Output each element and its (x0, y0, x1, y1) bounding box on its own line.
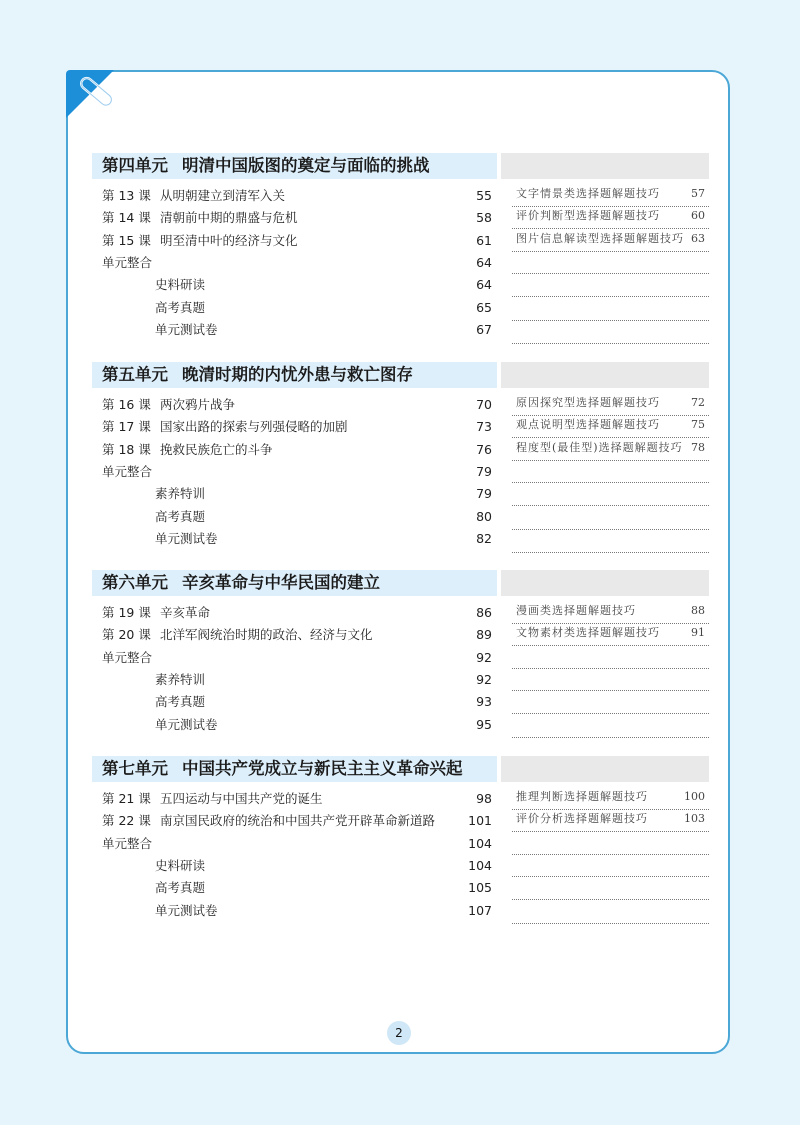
sub-label: 素养特训 (155, 486, 206, 502)
sub-entry[interactable] (92, 506, 492, 528)
page-ref: 95 (476, 716, 492, 732)
sub-label: 高考真题 (155, 508, 206, 524)
tip-title: 图片信息解读型选择题解题技巧 (516, 231, 684, 245)
blank-line (512, 901, 709, 924)
tips-header-bar (501, 153, 709, 179)
unit-name: 中国共产党成立与新民主主义革命兴起 (182, 759, 463, 778)
blank-line (512, 691, 709, 714)
tip-title: 漫画类选择题解题技巧 (516, 604, 636, 617)
page-ref: 63 (691, 231, 705, 245)
lesson-number: 第 17 课 (102, 419, 151, 435)
page-ref: 92 (476, 649, 492, 665)
page-ref: 58 (476, 210, 492, 226)
lesson-title: 挽救民族危亡的斗争 (160, 441, 273, 457)
sub-entry[interactable] (92, 714, 492, 736)
unit-name: 辛亥革命与中华民国的建立 (182, 573, 380, 592)
lesson-title: 清朝前中期的鼎盛与危机 (160, 210, 298, 226)
integration-label: 单元整合 (102, 463, 153, 479)
sub-entry[interactable] (92, 319, 492, 341)
page-ref: 82 (476, 530, 492, 546)
blank-line (512, 715, 709, 738)
page-ref: 72 (691, 396, 705, 409)
lesson-number: 第 21 课 (102, 791, 151, 806)
page-ref: 93 (476, 694, 492, 710)
lesson-entry[interactable] (92, 788, 492, 810)
page-ref: 64 (476, 254, 492, 270)
page-ref: 107 (468, 902, 492, 918)
sub-entry[interactable] (92, 528, 492, 550)
lesson-entry[interactable] (92, 416, 492, 438)
tips-header-bar (501, 756, 709, 782)
sub-label: 史料研读 (155, 857, 206, 873)
integration-label: 单元整合 (102, 649, 153, 665)
page-ref: 92 (476, 671, 492, 687)
sub-label: 高考真题 (155, 299, 206, 315)
unit-name: 晚清时期的内忧外患与救亡图存 (182, 365, 413, 384)
tip-entry[interactable] (512, 206, 709, 229)
page-ref: 70 (476, 397, 492, 412)
unit-header (92, 153, 497, 179)
lesson-number: 第 13 课 (102, 188, 151, 203)
lesson-entry[interactable] (92, 602, 492, 624)
unit-header (92, 362, 497, 388)
unit-title (102, 571, 380, 595)
lesson-number: 第 22 课 (102, 813, 151, 829)
page-ref: 86 (476, 605, 492, 620)
tip-title: 文物素材类选择题解题技巧 (516, 626, 660, 640)
tips-header-bar (501, 362, 709, 388)
lesson-title: 国家出路的探索与列强侵略的加剧 (160, 419, 348, 435)
tip-entry[interactable] (512, 393, 709, 416)
blank-line (512, 877, 709, 900)
lesson-title: 北洋军阀统治时期的政治、经济与文化 (160, 627, 373, 643)
unit-integration-entry[interactable] (92, 252, 492, 274)
lesson-number: 第 20 课 (102, 627, 151, 643)
integration-label: 单元整合 (102, 254, 153, 270)
blank-line (512, 832, 709, 855)
page-ref: 55 (476, 188, 492, 203)
blank-line (512, 321, 709, 344)
tip-entry[interactable] (512, 415, 709, 438)
page-ref: 80 (476, 508, 492, 524)
tip-entry[interactable] (512, 787, 709, 810)
lesson-title: 南京国民政府的统治和中国共产党开辟革命新道路 (160, 813, 436, 829)
sub-label: 高考真题 (155, 694, 206, 710)
sub-entry[interactable] (92, 900, 492, 922)
page-ref: 103 (684, 812, 705, 826)
page-ref: 64 (476, 277, 492, 293)
tip-entry[interactable] (512, 623, 709, 646)
page-ref: 79 (476, 486, 492, 502)
blank-line (512, 854, 709, 877)
sub-label: 史料研读 (155, 277, 206, 293)
blank-line (512, 668, 709, 691)
page-ref: 101 (468, 813, 492, 829)
sub-entry[interactable] (92, 855, 492, 877)
page-ref: 65 (476, 299, 492, 315)
unit-number: 第六单元 (102, 573, 168, 592)
page-ref: 100 (684, 790, 705, 803)
lesson-entry[interactable] (92, 624, 492, 646)
page-ref: 61 (476, 232, 492, 248)
tip-title: 观点说明型选择题解题技巧 (516, 418, 660, 432)
lesson-title: 辛亥革命 (160, 605, 211, 620)
tip-title: 文字情景类选择题解题技巧 (516, 187, 660, 200)
page-ref: 67 (476, 321, 492, 337)
sub-label: 单元测试卷 (155, 321, 218, 337)
lesson-entry[interactable] (92, 230, 492, 252)
sub-label: 单元测试卷 (155, 716, 218, 732)
page-ref: 79 (476, 463, 492, 479)
sub-label: 单元测试卷 (155, 902, 218, 918)
sub-entry[interactable] (92, 483, 492, 505)
page-ref: 57 (691, 187, 705, 200)
tip-title: 评价分析选择题解题技巧 (516, 812, 648, 826)
lesson-entry[interactable] (92, 810, 492, 832)
lesson-title: 五四运动与中国共产党的诞生 (160, 791, 323, 806)
lesson-number: 第 19 课 (102, 605, 151, 620)
tip-title: 原因探究型选择题解题技巧 (516, 396, 660, 409)
page-ref: 75 (691, 418, 705, 432)
blank-line (512, 483, 709, 506)
sub-label: 高考真题 (155, 880, 206, 896)
page-ref: 78 (691, 440, 705, 454)
page-ref: 60 (691, 209, 705, 223)
blank-line (512, 507, 709, 530)
blank-line (512, 460, 709, 483)
tip-entry[interactable] (512, 601, 709, 624)
blank-line (512, 251, 709, 274)
page-ref: 88 (691, 604, 705, 617)
tip-entry[interactable] (512, 809, 709, 832)
sub-entry[interactable] (92, 274, 492, 296)
page-ref: 98 (476, 791, 492, 806)
page-number: 2 (387, 1021, 411, 1045)
sub-entry[interactable] (92, 297, 492, 319)
unit-integration-entry[interactable] (92, 647, 492, 669)
unit-title (102, 154, 430, 178)
blank-line (512, 646, 709, 669)
corner-tab (66, 70, 126, 130)
lesson-entry[interactable] (92, 394, 492, 416)
tip-entry[interactable] (512, 229, 709, 252)
unit-number: 第四单元 (102, 156, 168, 175)
lesson-entry[interactable] (92, 207, 492, 229)
lesson-title: 两次鸦片战争 (160, 397, 236, 412)
tip-title: 评价判断型选择题解题技巧 (516, 209, 660, 223)
unit-integration-entry[interactable] (92, 461, 492, 483)
unit-name: 明清中国版图的奠定与面临的挑战 (182, 156, 430, 175)
lesson-entry[interactable] (92, 185, 492, 207)
tips-header-bar (501, 570, 709, 596)
unit-header (92, 570, 497, 596)
paperclip-icon (66, 70, 126, 130)
unit-integration-entry[interactable] (92, 833, 492, 855)
page-ref: 91 (691, 626, 705, 640)
sub-entry[interactable] (92, 669, 492, 691)
lesson-number: 第 14 课 (102, 210, 151, 226)
sub-entry[interactable] (92, 691, 492, 713)
integration-label: 单元整合 (102, 835, 153, 851)
sub-label: 单元测试卷 (155, 530, 218, 546)
page-ref: 104 (468, 835, 492, 851)
blank-line (512, 274, 709, 297)
lesson-number: 第 15 课 (102, 232, 151, 248)
blank-line (512, 298, 709, 321)
sub-entry[interactable] (92, 877, 492, 899)
unit-number: 第七单元 (102, 759, 168, 778)
page-ref: 89 (476, 627, 492, 643)
page-ref: 76 (476, 441, 492, 457)
page-ref: 73 (476, 419, 492, 435)
sub-label: 素养特训 (155, 671, 206, 687)
lesson-title: 从明朝建立到清军入关 (160, 188, 286, 203)
page-ref: 104 (468, 857, 492, 873)
tip-entry[interactable] (512, 184, 709, 207)
unit-title (102, 757, 463, 781)
lesson-number: 第 18 课 (102, 441, 151, 457)
unit-number: 第五单元 (102, 365, 168, 384)
lesson-title: 明至清中叶的经济与文化 (160, 232, 298, 248)
unit-title (102, 363, 413, 387)
tip-title: 程度型(最佳型)选择题解题技巧 (516, 440, 683, 454)
blank-line (512, 530, 709, 553)
lesson-entry[interactable] (92, 439, 492, 461)
unit-header (92, 756, 497, 782)
tip-title: 推理判断选择题解题技巧 (516, 790, 648, 803)
tip-entry[interactable] (512, 438, 709, 461)
page-ref: 105 (468, 880, 492, 896)
lesson-number: 第 16 课 (102, 397, 151, 412)
